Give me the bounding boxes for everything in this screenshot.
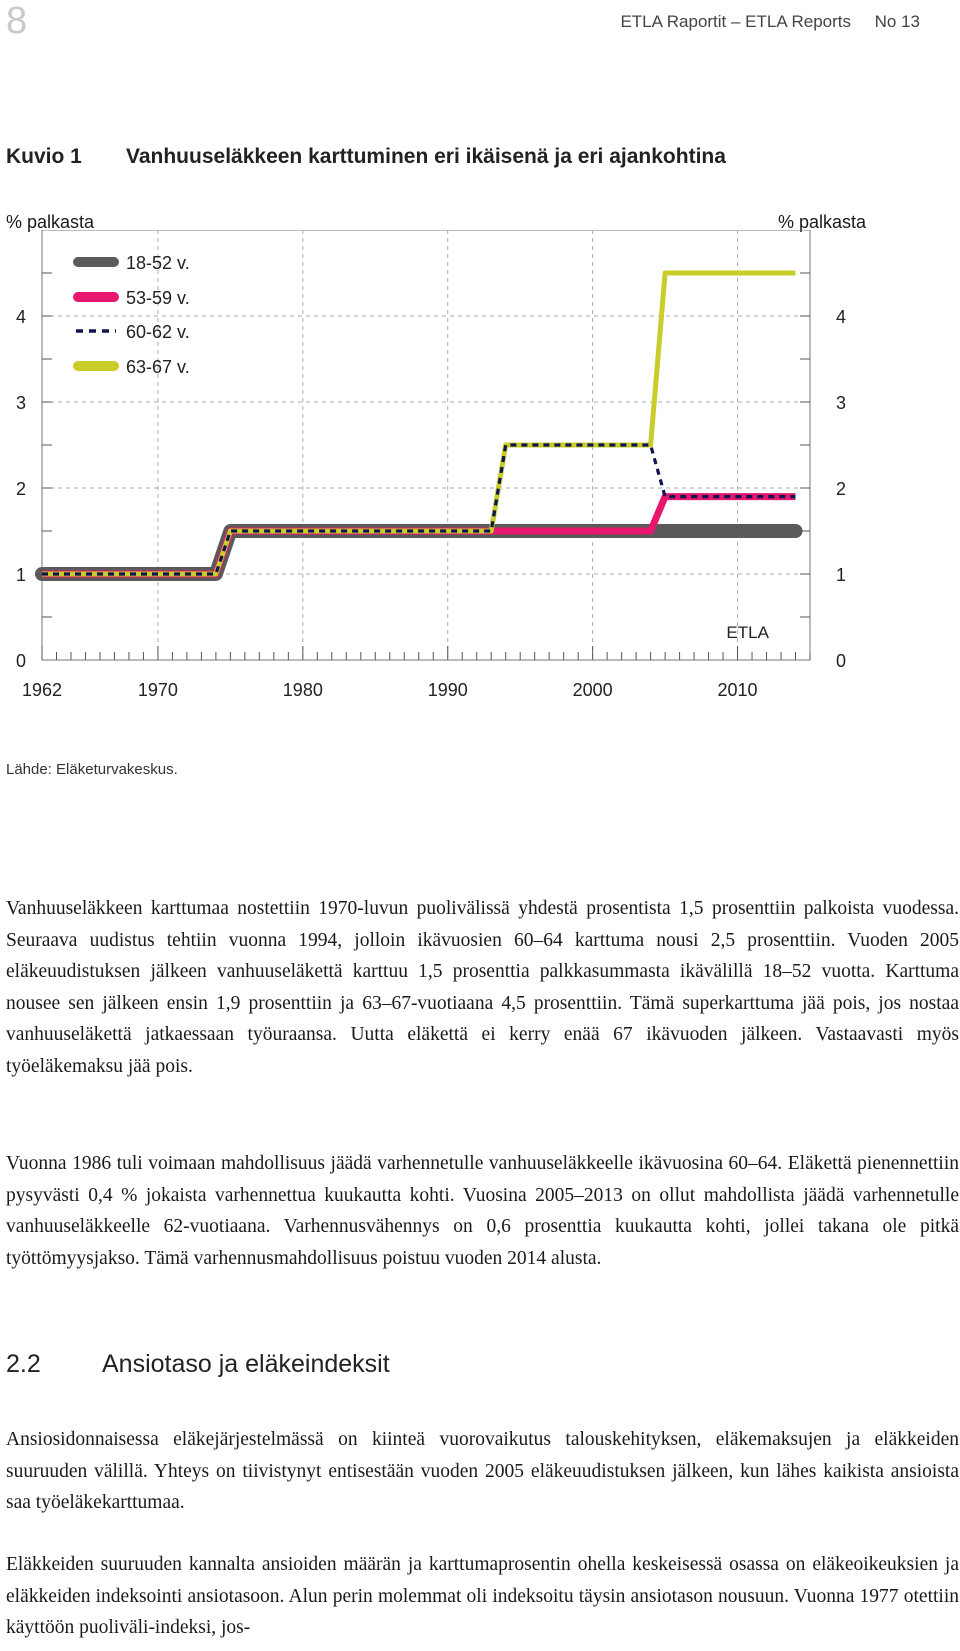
figure-source: Lähde: Eläketurvakeskus. bbox=[6, 761, 178, 778]
y-axis-unit-right: % palkasta bbox=[777, 212, 866, 232]
x-tick-label: 2000 bbox=[572, 680, 613, 700]
y-axis-unit-left: % palkasta bbox=[6, 212, 95, 232]
series-60-62-line bbox=[42, 445, 796, 574]
section-title: Ansiotaso ja eläkeindeksit bbox=[102, 1350, 390, 1378]
y-tick-label-right: 1 bbox=[836, 565, 847, 585]
figure-title: Vanhuuseläkkeen karttuminen eri ikäisenä ja eri ajankohtina bbox=[126, 145, 726, 168]
legend-label: 18-52 v. bbox=[126, 253, 190, 273]
etla-annotation: ETLA bbox=[726, 623, 769, 642]
y-tick-label-right: 0 bbox=[836, 651, 847, 671]
series-18-52-line bbox=[42, 531, 796, 574]
legend-label: 60-62 v. bbox=[126, 322, 190, 342]
page-number: 8 bbox=[6, 0, 28, 42]
x-tick-label: 1970 bbox=[137, 680, 178, 700]
x-tick-label: 1980 bbox=[282, 680, 323, 700]
y-tick-label-right: 4 bbox=[836, 307, 847, 327]
body-paragraph-1: Vanhuuseläkkeen karttumaa nostettiin 1970-luvun puolivälissä yhdestä prosentista 1,5 prosenttiin palkoista vuodessa. Seuraava uudistus tehtiin vuonna 1994, jolloin ikävuosien 60–64 karttuma nousi 2,5 prosenttiin. Vuoden 2005 eläkeuudistuksen jälkeen vanhuuseläkettä karttuu 1,5 prosenttia palkkasummasta ikävälillä 18–52 vuotta. Karttuma nousee sen jälkeen ensin 1,9 prosenttiin ja 63–67-vuotiaana 4,5 prosenttiin. Tämä superkarttuma jää pois, jos nostaa vanhuuseläkettä jatkaessaan työuraansa. Uutta eläkettä ei kerry enää 67 ikävuoden jälkeen. Vastaavasti myös työeläkemaksu jää pois. bbox=[6, 898, 959, 1077]
x-tick-label: 2010 bbox=[717, 680, 758, 700]
x-tick-label: 1962 bbox=[21, 680, 63, 700]
figure-label: Kuvio 1 bbox=[6, 145, 82, 168]
legend-label: 63-67 v. bbox=[126, 357, 190, 377]
section-heading bbox=[6, 1350, 390, 1379]
section-number: 2.2 bbox=[6, 1350, 41, 1378]
pension-accrual-chart bbox=[0, 230, 960, 730]
body-paragraph-3: Ansiosidonnaisessa eläkejärjestelmässä on kiinteä vuorovaikutus talouskehityksen, eläkemaksujen ja eläkkeiden suuruuden välillä. Yhteys on tiivistynyt entisestään vuoden 2005 eläkeuudistuksen jälkeen, kun lähes kaikista ansioista saa työeläkekarttumaa. bbox=[6, 1429, 959, 1513]
running-head: ETLA Raportit – ETLA Reports No 13 bbox=[620, 12, 920, 31]
x-tick-label: 1990 bbox=[427, 680, 468, 700]
y-tick-label-right: 2 bbox=[836, 479, 847, 499]
y-tick-label-left: 0 bbox=[15, 651, 26, 671]
body-paragraph-4: Eläkkeiden suuruuden kannalta ansioiden määrän ja karttumaprosentin ohella keskeisessä osassa on eläkeoikeuksien ja eläkkeiden indeksointi ansiotasoon. Alun perin molemmat oli indeksoitu täysin ansiotason nousuun. Vuonna 1977 otettiin käyttöön puoliväli-indeksi, jos- bbox=[6, 1554, 959, 1638]
legend-label: 53-59 v. bbox=[126, 288, 190, 308]
y-tick-label-left: 1 bbox=[15, 565, 26, 585]
y-tick-label-right: 3 bbox=[836, 393, 847, 413]
y-tick-label-left: 4 bbox=[15, 307, 26, 327]
body-paragraph-2: Vuonna 1986 tuli voimaan mahdollisuus jäädä varhennetulle vanhuuseläkkeelle ikävuosina 60–64. Eläkettä pienennettiin pysyvästi 0,4 % jokaista varhennettua kuukautta kohti. Vuosina 2005–2013 on ollut mahdollista jäädä varhennetulle vanhuuseläkkeelle 62-vuotiaana. Varhennusvähennys on 0,6 prosenttia kuukautta kohti, jollei takana ole pitkä työttömyysjakso. Tämä varhennusmahdollisuus poistuu vuoden 2014 alusta. bbox=[6, 1153, 959, 1269]
y-tick-label-left: 2 bbox=[15, 479, 26, 499]
y-tick-label-left: 3 bbox=[15, 393, 26, 413]
